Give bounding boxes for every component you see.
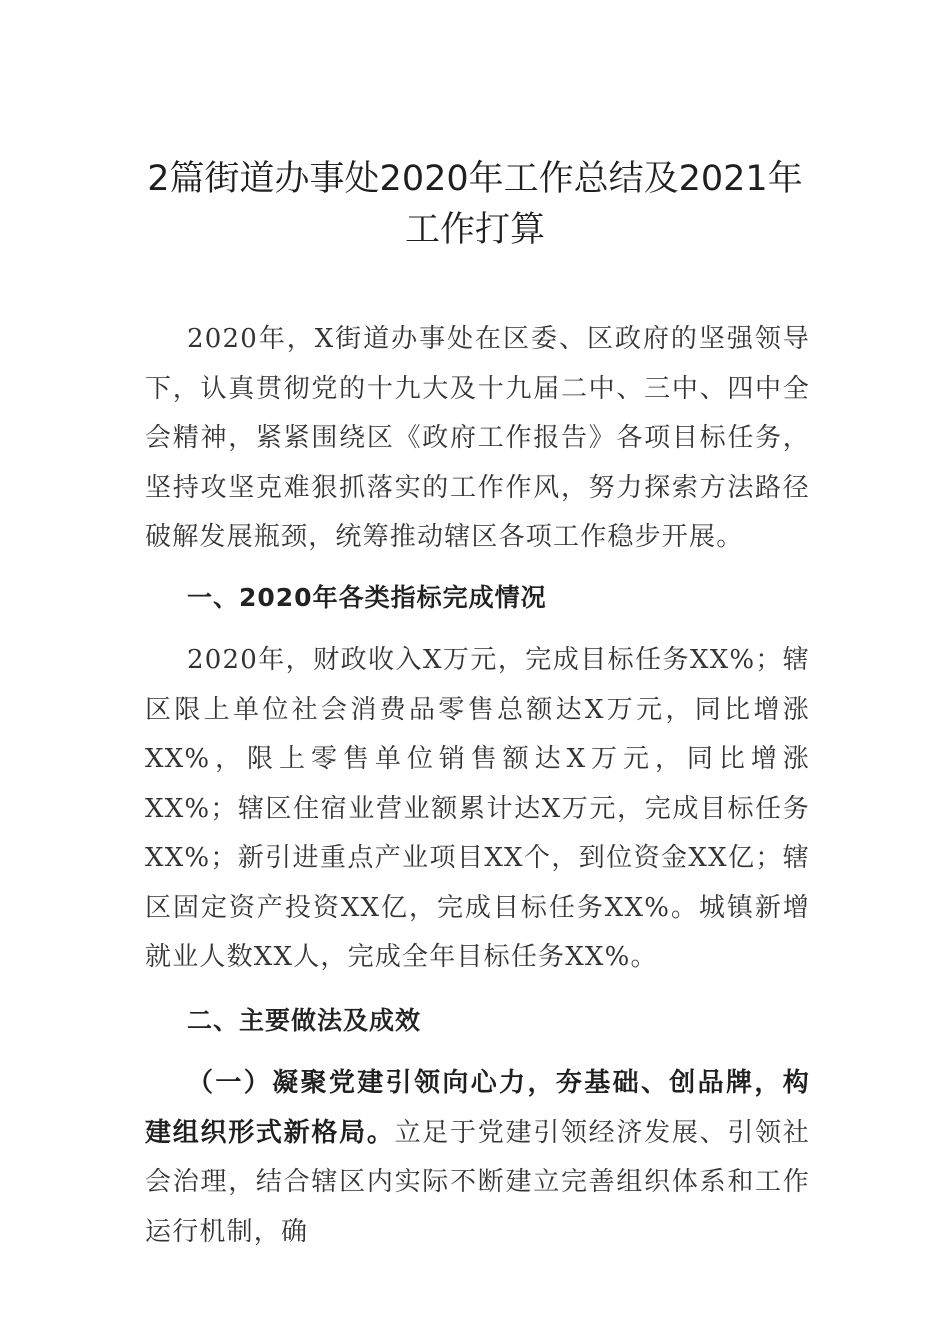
subsection-1-paragraph [145,1059,810,1257]
intro-paragraph: 2020年，X街道办事处在区委、区政府的坚强领导下，认真贯彻党的十九大及十九届二中、三中、四中全会精神，紧紧围绕区《政府工作报告》各项目标任务，坚持攻坚克难狠抓落实的工作作风，努力探索方法路径破解发展瓶颈，统筹推动辖区各项工作稳步开展。 [145,324,810,552]
subsection-1-body: 立足于党建引领经济发展、引领社会治理，结合辖区内实际不断建立完善组织体系和工作运行机制，确 [145,1117,810,1247]
subsection-1-lead: （一）凝聚党建引领向心力，夯基础、创品牌，构建组织形式新格局。 [145,1068,810,1148]
document-title-line-2: 工作打算 [404,210,545,250]
section-1-heading: 一、2020年各类指标完成情况 [187,583,547,612]
section-2-heading: 二、主要做法及成效 [187,1006,422,1035]
document-title-line-1: 2篇街道办事处2020年工作总结及2021年 [147,159,803,199]
section-1-paragraph: 2020年，财政收入X万元，完成目标任务XX%；辖区限上单位社会消费品零售总额达X万元，同比增涨XX%，限上零售单位销售额达X万元，同比增涨XX%；辖区住宿业营业额累计达X万元，完成目标任务XX%；新引进重点产业项目XX个，到位资金XX亿；辖区固定资产投资XX亿，完成目标任务XX%。城镇新增就业人数XX人，完成全年目标任务XX%。 [145,645,810,972]
